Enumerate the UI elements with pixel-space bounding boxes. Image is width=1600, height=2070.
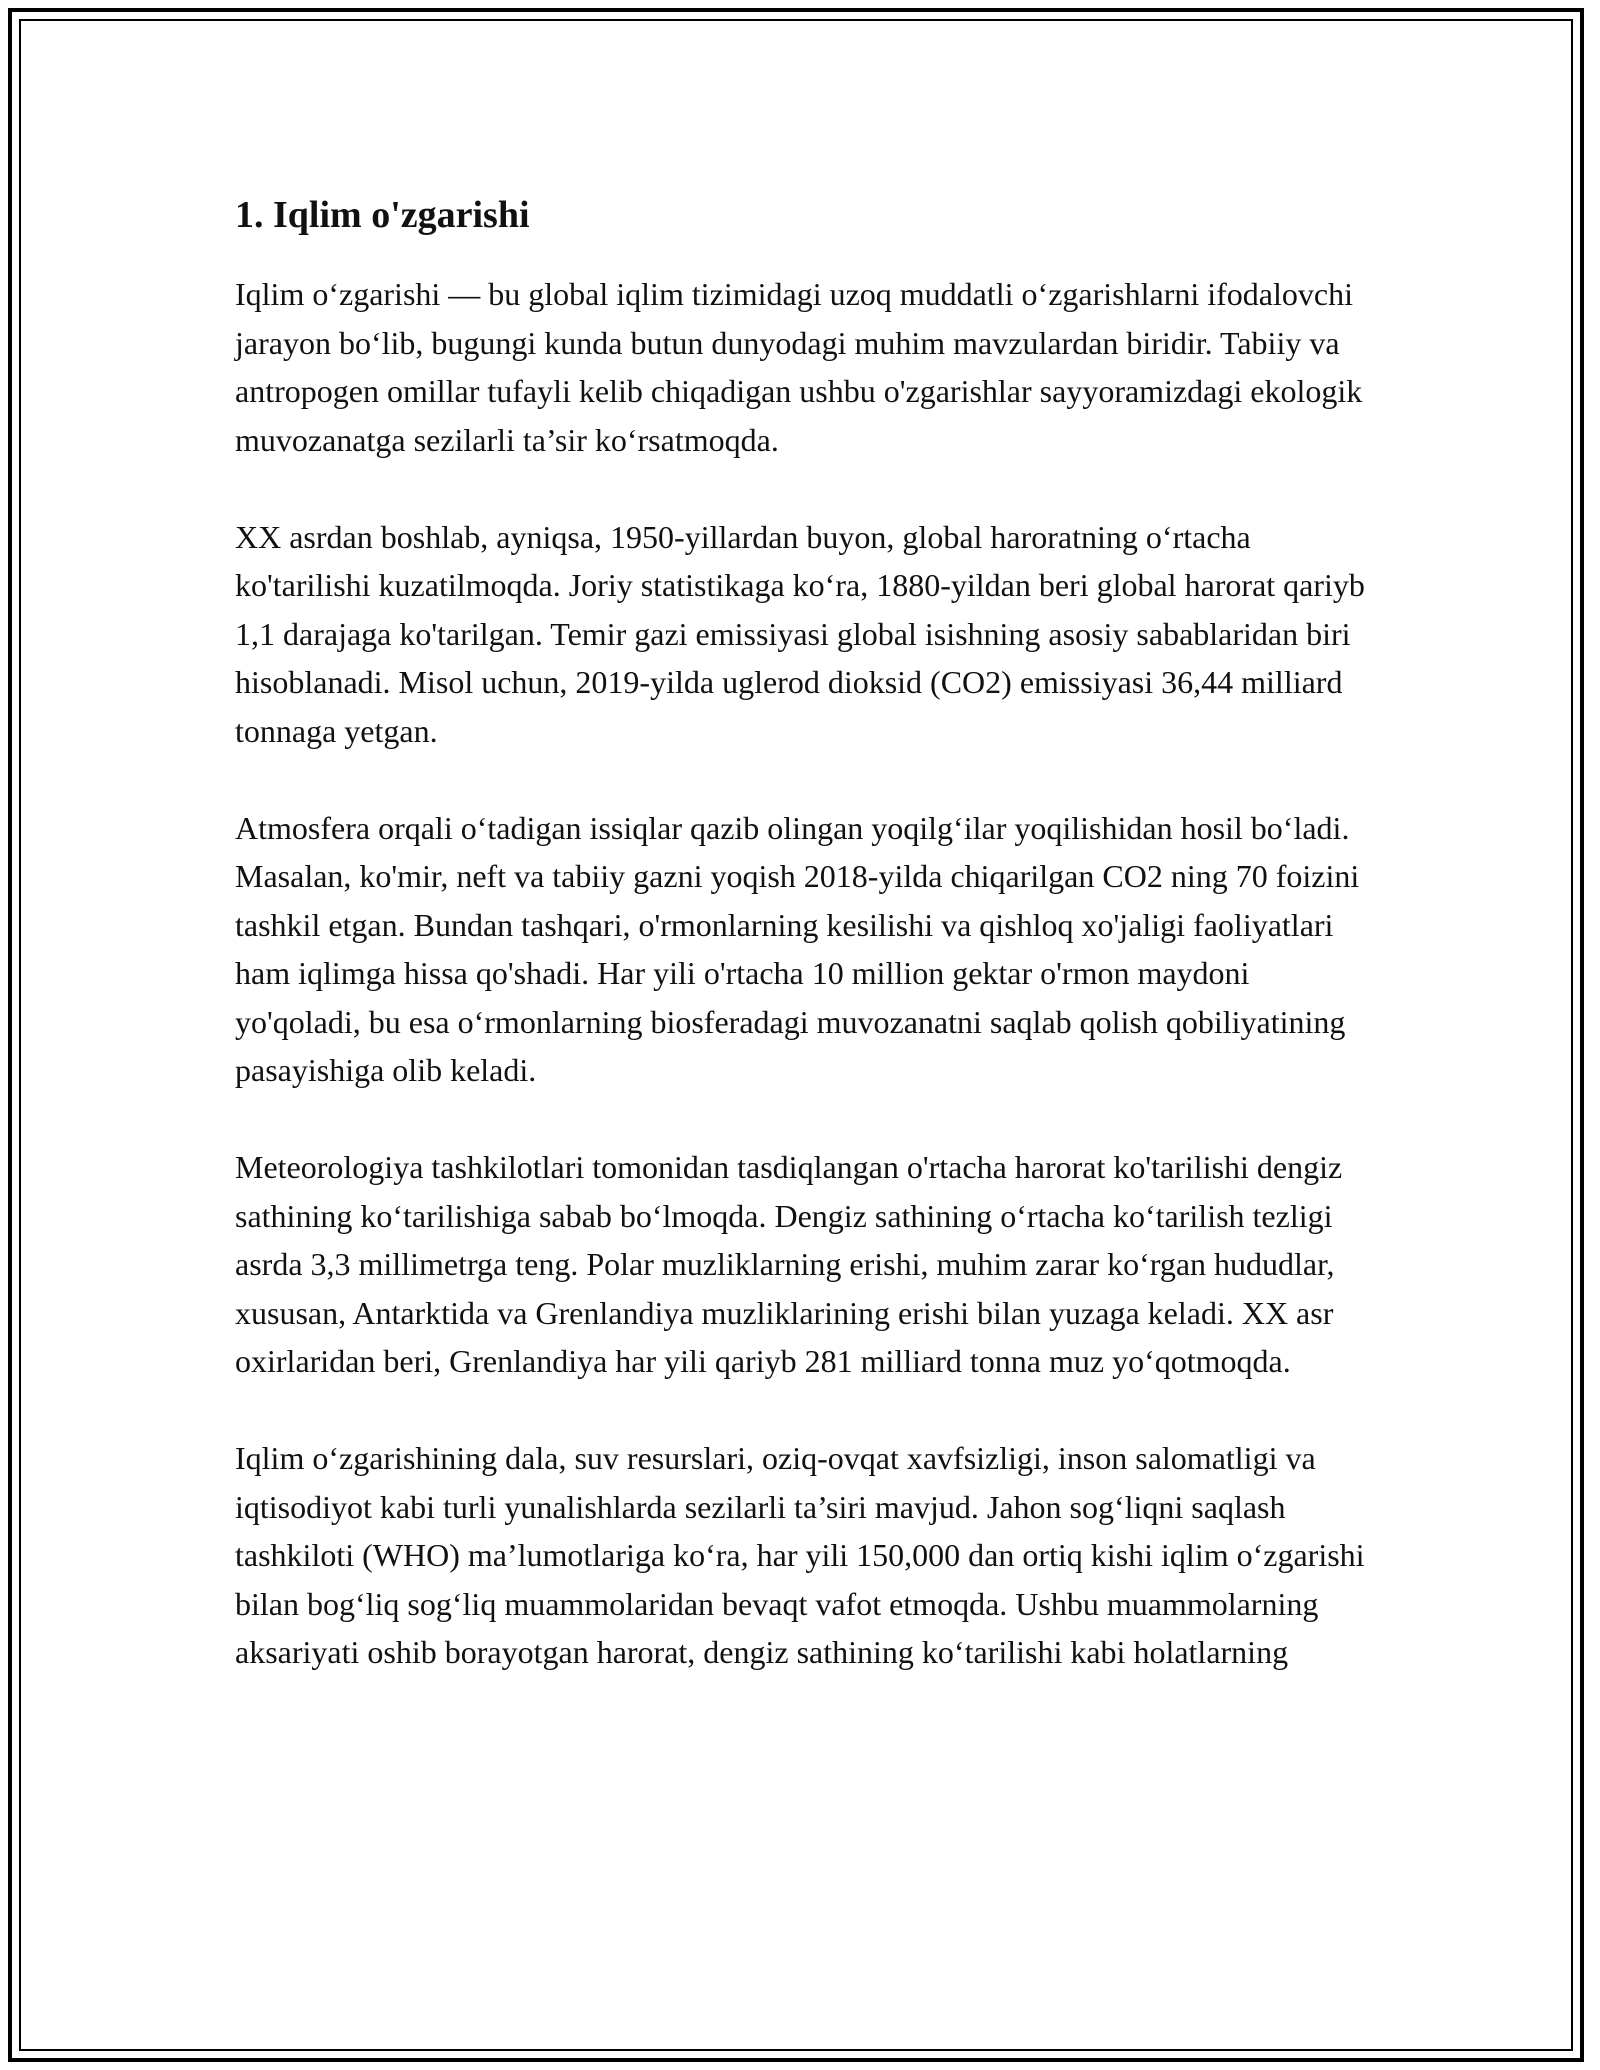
paragraph-2: XX asrdan boshlab, ayniqsa, 1950-yillardan buyon, global haroratning o‘rtacha ko'tarilishi kuzatilmoqda. Joriy statistikaga ko‘ra, 1880-yildan beri global harorat qariyb 1,1 darajaga ko'tarilgan. Temir gazi emissiyasi global isishning asosiy sabablaridan biri hisoblanadi. Misol uchun, 2019-yilda uglerod dioksid (CO2) emissiyasi 36,44 milliard tonnaga yetgan. xyxy=(235,518,1365,749)
paragraph-3: Atmosfera orqali o‘tadigan issiqlar qazib olingan yoqilg‘ilar yoqilishidan hosil bo‘ladi. Masalan, ko'mir, neft va tabiiy gazni yoqish 2018-yilda chiqarilgan CO2 ning 70 foizini tashkil etgan. Bundan tashqari, o'rmonlarning kesilishi va qishloq xo'jaligi faoliyatlari ham iqlimga hissa qo'shadi. Har yili o'rtacha 10 million gektar o'rmon maydoni yo'qoladi, bu esa o‘rmonlarning biosferadagi muvozanatni saqlab qolish qobiliyatining pasayishiga olib keladi. xyxy=(235,809,1360,1088)
paragraph-1: Iqlim o‘zgarishi — bu global iqlim tizimidagi uzoq muddatli o‘zgarishlarni ifodalovchi jarayon bo‘lib, bugungi kunda butun dunyodagi muhim mavzulardan biridir. Tabiiy va antropogen omillar tufayli kelib chiqadigan ushbu o'zgarishlar sayyoramizdagi ekologik muvozanatga sezilarli ta’sir ko‘rsatmoqda. xyxy=(235,276,1363,458)
paragraph-4: Meteorologiya tashkilotlari tomonidan tasdiqlangan o'rtacha harorat ko'tarilishi dengiz sathining ko‘tarilishiga sabab bo‘lmoqda. Dengiz sathining o‘rtacha ko‘tarilish tezligi asrda 3,3 millimetrga teng. Polar muzliklarning erishi, muhim zarar ko‘rgan hududlar, xususan, Antarktida va Grenlandiya muzliklarining erishi bilan yuzaga keladi. XX asr oxirlaridan beri, Grenlandiya har yili qariyb 281 milliard tonna muz yo‘qotmoqda. xyxy=(235,1149,1343,1379)
document-body xyxy=(235,186,1365,1725)
paragraph-5: Iqlim o‘zgarishining dala, suv resurslari, oziq-ovqat xavfsizligi, inson salomatligi va iqtisodiyot kabi turli yunalishlarda sezilarli ta’siri mavjud. Jahon sog‘liqni saqlash tashkiloti (WHO) ma’lumotlariga ko‘ra, har yili 150,000 dan ortiq kishi iqlim o‘zgarishi bilan bog‘liq sog‘liq muammolaridan bevaqt vafot etmoqda. Ushbu muammolarning aksariyati oshib borayotgan harorat, dengiz sathining ko‘tarilishi kabi holatlarning xyxy=(235,1440,1365,1670)
section-heading: 1. Iqlim o'zgarishi xyxy=(235,194,530,236)
